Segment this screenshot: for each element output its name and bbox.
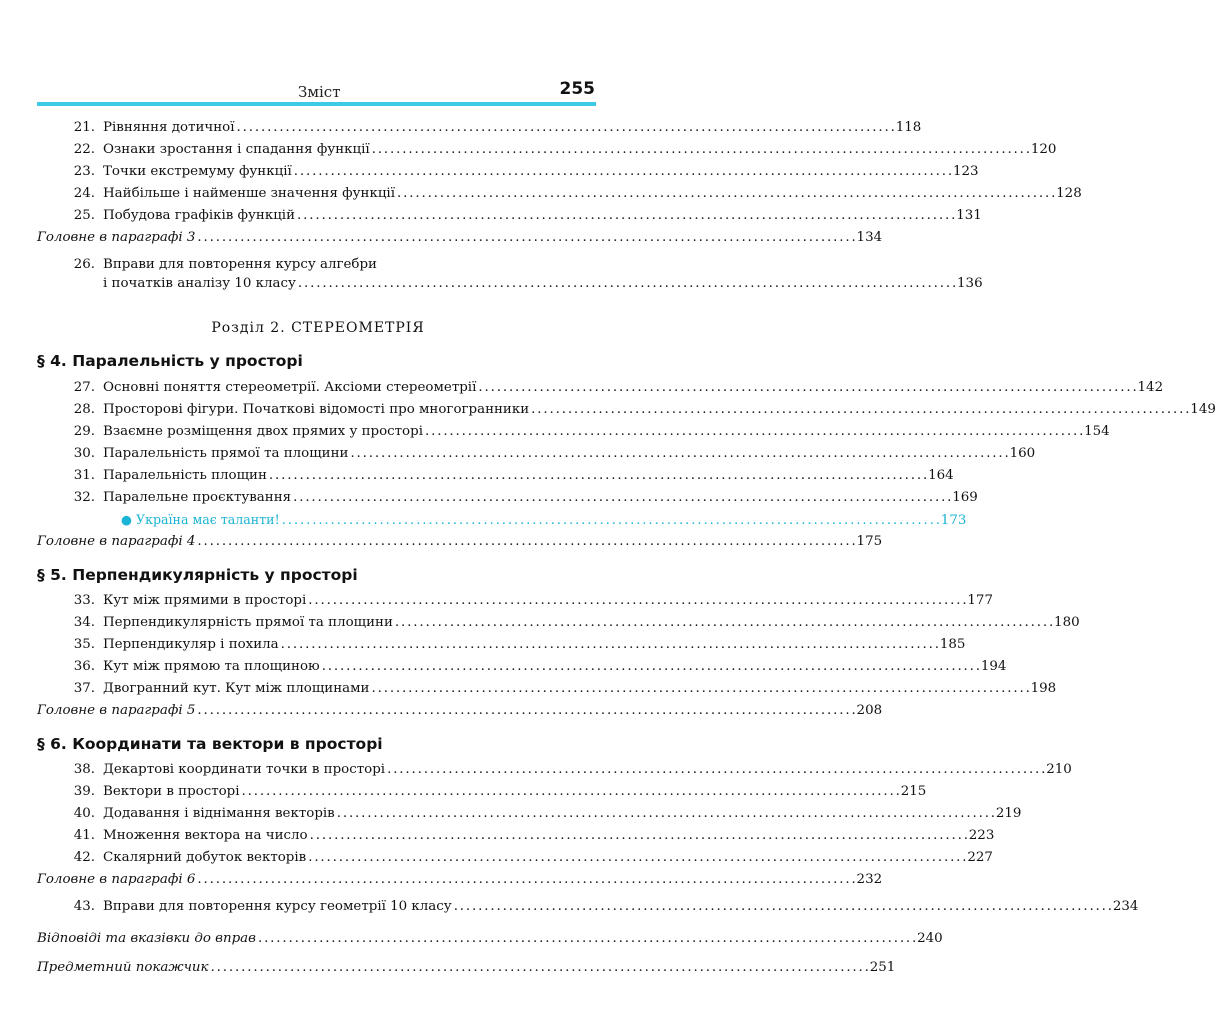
entry-number: 34.: [73, 615, 95, 630]
toc-entry[interactable]: [37, 615, 1080, 637]
dot-leader: [197, 534, 854, 549]
toc-entry[interactable]: [37, 593, 993, 615]
toc-entry[interactable]: [37, 186, 1082, 208]
dot-leader: [310, 828, 967, 843]
toc-summary-entry[interactable]: [37, 230, 883, 252]
entry-title: Відповіді та вказівки до вправ: [37, 931, 256, 946]
toc-entry[interactable]: [37, 402, 1216, 424]
entry-number: 38.: [73, 762, 95, 777]
entry-page: 194: [980, 659, 1007, 674]
toc-entry[interactable]: [37, 490, 978, 512]
entry-number: 21.: [73, 120, 95, 135]
toc-entry[interactable]: [37, 424, 1110, 446]
entry-number: 24.: [73, 186, 95, 201]
entry-title: Предметний покажчик: [37, 960, 209, 975]
entry-number: 41.: [73, 828, 95, 843]
entry-page: 149: [1190, 402, 1216, 417]
toc-summary-entry[interactable]: [37, 534, 883, 556]
dot-leader: [269, 468, 926, 483]
entry-title: Точки екстремуму функції: [103, 164, 292, 179]
entry-title: Перпендикуляр і похила: [103, 637, 279, 652]
entry-title-cont: і початків аналізу 10 класу: [103, 276, 296, 291]
entry-number: 27.: [73, 380, 95, 395]
dot-leader: [294, 164, 951, 179]
toc-entry[interactable]: [37, 120, 922, 142]
entry-title: Вправи для повторення курсу алгебри: [103, 257, 377, 272]
entry-page: 227: [967, 850, 993, 865]
part-title: Розділ 2. СТЕРЕОМЕТРІЯ: [211, 320, 425, 336]
dot-leader: [397, 186, 1054, 201]
toc-answers-entry[interactable]: [37, 931, 943, 953]
entry-page: 232: [856, 872, 883, 887]
dot-leader: [298, 276, 955, 291]
entry-title: Кут між прямими в просторі: [103, 593, 307, 608]
entry-page: 219: [995, 806, 1022, 821]
dot-leader: [531, 402, 1188, 417]
entry-page: 223: [968, 828, 995, 843]
entry-title: Множення вектора на число: [103, 828, 308, 843]
entry-page: 234: [1112, 899, 1139, 914]
dot-leader: [395, 615, 1052, 630]
toc-entry[interactable]: [37, 681, 1057, 703]
entry-page: 118: [895, 120, 922, 135]
dot-leader: [297, 208, 954, 223]
entry-page: 180: [1054, 615, 1080, 630]
entry-number: 26.: [73, 257, 95, 272]
entry-page: 198: [1030, 681, 1057, 696]
entry-number: 28.: [73, 402, 95, 417]
section-heading[interactable]: § 4. Паралельність у просторі: [37, 352, 303, 370]
entry-title: Взаємне розміщення двох прямих у просторі: [103, 424, 423, 439]
toc-entry[interactable]: [37, 208, 982, 230]
entry-page: 169: [952, 490, 978, 505]
dot-leader: [454, 899, 1111, 914]
entry-number: 33.: [73, 593, 95, 608]
entry-title: Головне в параграфі 4: [37, 534, 196, 549]
entry-title: Декартові координати точки в просторі: [103, 762, 386, 777]
entry-title: Кут між прямою та площиною: [103, 659, 320, 674]
entry-title: Ознаки зростання і спадання функції: [103, 142, 370, 157]
entry-page: 142: [1137, 380, 1164, 395]
entry-title: Вектори в просторі: [103, 784, 240, 799]
entry-page: 215: [900, 784, 927, 799]
entry-number: 22.: [73, 142, 95, 157]
entry-number: 32.: [73, 490, 95, 505]
toc-summary-entry[interactable]: [37, 872, 883, 894]
dot-leader: [258, 931, 915, 946]
toc-extra-entry[interactable]: [37, 512, 967, 534]
dot-leader: [387, 762, 1044, 777]
dot-leader: [282, 513, 939, 528]
section-heading[interactable]: § 6. Координати та вектори в просторі: [37, 735, 383, 753]
entry-page: 175: [856, 534, 883, 549]
entry-number: 29.: [73, 424, 95, 439]
entry-number: 40.: [73, 806, 95, 821]
entry-title: Додавання і віднімання векторів: [103, 806, 335, 821]
dot-leader: [197, 703, 854, 718]
entry-title: Просторові фігури. Початкові відомості про многогранники: [103, 402, 530, 417]
entry-title: Паралельне проєктування: [103, 490, 292, 505]
toc-entry[interactable]: [37, 850, 993, 872]
entry-number: 31.: [73, 468, 95, 483]
toc-entry[interactable]: [37, 380, 1164, 402]
entry-title: Головне в параграфі 3: [37, 230, 196, 245]
entry-number: 37.: [73, 681, 95, 696]
entry-title: Головне в параграфі 6: [37, 872, 196, 887]
toc-entry[interactable]: [37, 659, 1007, 681]
toc-entry[interactable]: [37, 468, 954, 490]
entry-title: Паралельність прямої та площини: [103, 446, 349, 461]
dot-leader: [350, 446, 1007, 461]
toc-entry[interactable]: [37, 784, 927, 806]
toc-summary-entry[interactable]: [37, 703, 883, 725]
entry-title: ● Україна має таланти!: [121, 512, 280, 527]
entry-page: 136: [957, 276, 983, 291]
toc-entry-line2[interactable]: [37, 276, 983, 298]
entry-title: Головне в параграфі 5: [37, 703, 196, 718]
section-heading[interactable]: § 5. Перпендикулярність у просторі: [37, 566, 358, 584]
entry-number: 35.: [73, 637, 95, 652]
dot-leader: [478, 380, 1135, 395]
dot-leader: [242, 784, 899, 799]
toc-entry[interactable]: [37, 142, 1057, 164]
entry-number: 39.: [73, 784, 95, 799]
entry-number: 42.: [73, 850, 95, 865]
entry-page: 210: [1046, 762, 1072, 777]
entry-page: 164: [928, 468, 954, 483]
header-page-number: 255: [559, 79, 595, 99]
dot-leader: [281, 637, 938, 652]
entry-page: 123: [952, 164, 979, 179]
toc-index-entry[interactable]: [37, 960, 896, 982]
toc-entry[interactable]: [37, 446, 1036, 468]
entry-page: 251: [869, 960, 896, 975]
dot-leader: [211, 960, 868, 975]
entry-title: Побудова графіків функцій: [103, 208, 296, 223]
entry-number: 36.: [73, 659, 95, 674]
header-title: Зміст: [298, 83, 341, 101]
dot-leader: [293, 490, 950, 505]
entry-title: Паралельність площин: [103, 468, 267, 483]
dot-leader: [237, 120, 894, 135]
entry-title: Основні поняття стереометрії. Аксіоми стереометрії: [103, 380, 477, 395]
toc-entry[interactable]: [37, 899, 1139, 921]
toc-entry[interactable]: [37, 164, 979, 186]
entry-number: 23.: [73, 164, 95, 179]
entry-page: 160: [1009, 446, 1036, 461]
dot-leader: [372, 142, 1029, 157]
entry-title: Двогранний кут. Кут між площинами: [103, 681, 370, 696]
entry-title: Рівняння дотичної: [103, 120, 235, 135]
entry-number: 25.: [73, 208, 95, 223]
entry-page: 177: [967, 593, 993, 608]
entry-page: 128: [1056, 186, 1082, 201]
dot-leader: [308, 593, 965, 608]
entry-title: Найбільше і найменше значення функції: [103, 186, 395, 201]
dot-leader: [337, 806, 994, 821]
dot-leader: [308, 850, 965, 865]
entry-page: 240: [917, 931, 943, 946]
entry-page: 154: [1084, 424, 1110, 439]
entry-page: 173: [940, 513, 967, 528]
toc-entry[interactable]: [37, 806, 1022, 828]
dot-leader: [425, 424, 1082, 439]
entry-page: 208: [856, 703, 883, 718]
dot-leader: [371, 681, 1028, 696]
entry-title: Вправи для повторення курсу геометрії 10 класу: [103, 899, 452, 914]
toc-entry[interactable]: [37, 828, 995, 850]
dot-leader: [322, 659, 979, 674]
entry-page: 120: [1030, 142, 1057, 157]
entry-page: 185: [939, 637, 966, 652]
entry-title: Перпендикулярність прямої та площини: [103, 615, 393, 630]
entry-number: 43.: [73, 899, 95, 914]
entry-title: Скалярний добуток векторів: [103, 850, 307, 865]
dot-leader: [197, 872, 854, 887]
entry-number: 30.: [73, 446, 95, 461]
dot-leader: [197, 230, 854, 245]
header-rule: [37, 102, 596, 106]
entry-page: 134: [856, 230, 883, 245]
toc-entry[interactable]: [37, 637, 966, 659]
toc-entry[interactable]: [37, 762, 1072, 784]
entry-page: 131: [956, 208, 982, 223]
